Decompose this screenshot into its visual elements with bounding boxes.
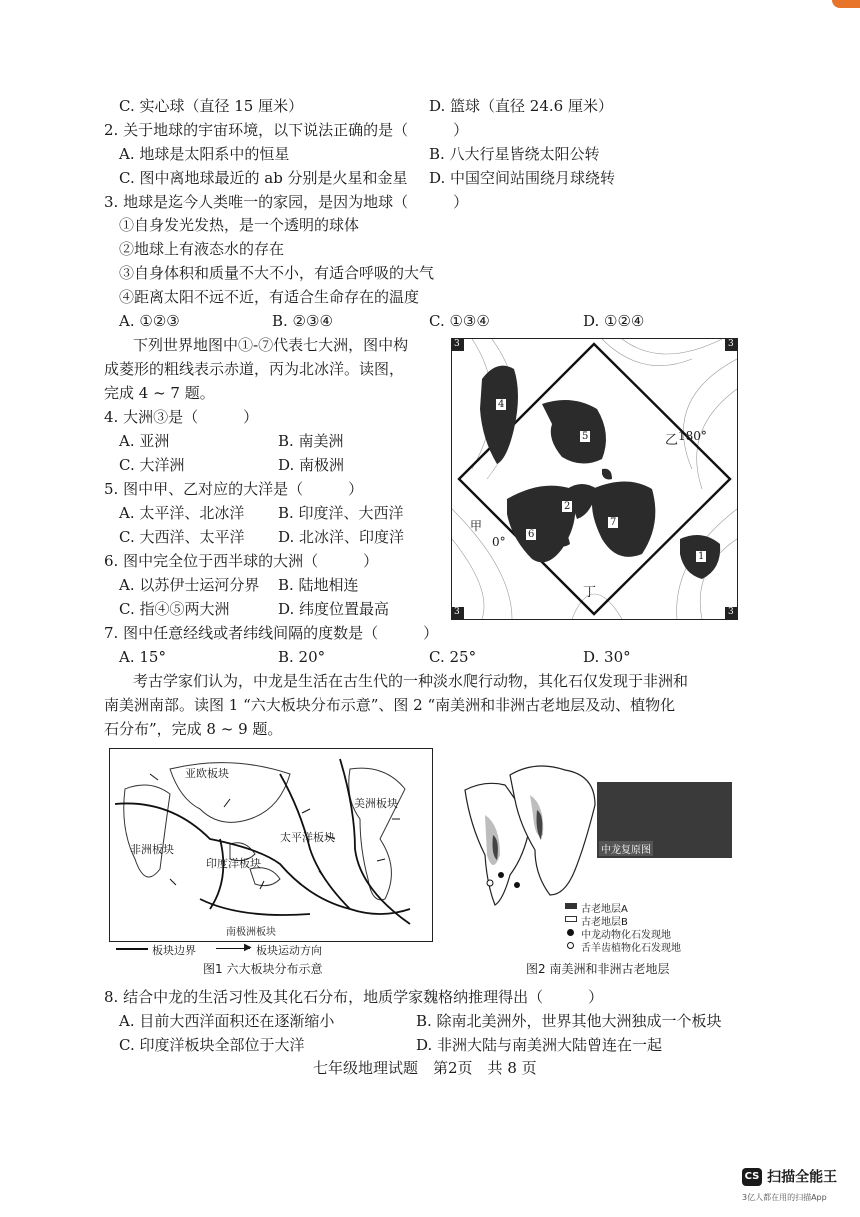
- q2-option-c: C. 图中离地球最近的 ab 分别是火星和金星: [119, 169, 408, 187]
- continent-6: [507, 486, 575, 563]
- q3-stem: 3. 地球是迄今人类唯一的家园，是因为地球（ ）: [104, 193, 469, 211]
- q1-option-d: D. 篮球（直径 24.6 厘米）: [429, 97, 613, 115]
- map-label-1: 1: [698, 551, 705, 562]
- continent-outlines: [124, 763, 405, 900]
- legend-glossopteris: 舌羊齿植物化石发现地: [581, 943, 681, 954]
- q5-stem: 5. 图中甲、乙对应的大洋是（ ）: [104, 480, 364, 498]
- figure1-plates-map: [109, 748, 433, 942]
- q2-option-a: A. 地球是太阳系中的恒星: [119, 145, 290, 163]
- q4-option-b: B. 南美洲: [278, 432, 344, 450]
- world-map-figure: [451, 338, 738, 620]
- q3-statement-3: ③自身体积和质量不大不小，有适合呼吸的大气: [119, 264, 435, 282]
- q4-option-d: D. 南极洲: [278, 456, 345, 474]
- corner-label-3-bl: 3: [454, 607, 460, 617]
- q7-stem: 7. 图中任意经线或者纬线间隔的度数是（ ）: [104, 624, 439, 642]
- map-label-7: 7: [610, 517, 617, 528]
- plate-label-pacific: 太平洋板块: [280, 831, 335, 844]
- map-label-4: 4: [498, 399, 505, 410]
- q6-option-b: B. 陆地相连: [278, 576, 359, 594]
- plate-label-american: 美洲板块: [354, 797, 398, 810]
- q3-statement-1: ①自身发光发热，是一个透明的球体: [119, 216, 360, 234]
- scanner-brand: 扫描全能王: [767, 1169, 838, 1186]
- corner-label-3-br: 3: [728, 607, 734, 617]
- mesosaurus-photo: [597, 782, 732, 858]
- q6-option-c: C. 指④⑤两大洲: [119, 600, 230, 618]
- map-label-ding: 丁: [583, 585, 597, 600]
- figure2-caption: 图2 南美洲和非洲古老地层: [526, 962, 670, 976]
- intro-4-7-line3: 完成 4 ~ 7 题。: [104, 384, 215, 402]
- q5-option-a: A. 太平洋、北冰洋: [119, 504, 245, 522]
- page-corner-tab: [832, 0, 860, 8]
- figure2-continents: [455, 755, 745, 955]
- glossopteris-site-1: [487, 880, 493, 886]
- map-label-2: 2: [564, 501, 571, 512]
- q8-option-a: A. 目前大西洋面积还在逐渐缩小: [119, 1012, 335, 1030]
- map-label-0-deg: 0°: [492, 535, 506, 549]
- legend-stratum-a-swatch: [565, 903, 577, 909]
- intro-8-9-line2: 南美洲南部。读图 1 “六大板块分布示意”、图 2 “南美洲和非洲古老地层及动、植物化: [104, 696, 676, 714]
- corner-label-3-tr: 3: [728, 339, 734, 349]
- q4-stem: 4. 大洲③是（ ）: [104, 408, 259, 426]
- continent-5: [542, 400, 606, 464]
- mesosaurus-photo-label: 中龙复原图: [599, 841, 653, 856]
- plate-label-antarctic: 南极洲板块: [226, 927, 276, 938]
- q8-stem: 8. 结合中龙的生活习性及其化石分布，地质学家魏格纳推理得出（ ）: [104, 988, 604, 1006]
- plate-label-indian: 印度洋板块: [206, 857, 261, 870]
- q2-option-d: D. 中国空间站围绕月球绕转: [429, 169, 616, 187]
- legend-stratum-b-swatch: [565, 916, 577, 922]
- mesosaurus-site-2: [514, 882, 520, 888]
- scanner-tagline: 3亿人都在用的扫描App: [742, 1193, 827, 1202]
- q1-option-c: C. 实心球（直径 15 厘米）: [119, 97, 304, 115]
- q4-option-a: A. 亚洲: [119, 432, 170, 450]
- world-map-svg: [452, 339, 737, 619]
- q6-option-a: A. 以苏伊士运河分界: [119, 576, 260, 594]
- q6-option-d: D. 纬度位置最高: [278, 600, 390, 618]
- legend-stratum-b: 古老地层B: [581, 917, 628, 928]
- map-label-6: 6: [528, 529, 535, 540]
- map-label-5: 5: [582, 431, 589, 442]
- q3-statement-2: ②地球上有液态水的存在: [119, 240, 285, 258]
- map-label-yi: 乙: [665, 433, 679, 448]
- corner-label-3-tl: 3: [454, 339, 460, 349]
- q7-option-a: A. 15°: [119, 648, 166, 666]
- q5-option-d: D. 北冰洋、印度洋: [278, 528, 405, 546]
- q7-option-b: B. 20°: [278, 648, 326, 666]
- scanner-logo: [742, 1166, 837, 1187]
- legend-mesosaurus-dot: [567, 929, 574, 936]
- continent-4: [480, 366, 518, 464]
- mesosaurus-site-1: [498, 872, 504, 878]
- figure1-legend: [116, 942, 376, 956]
- legend-boundary-line: [116, 948, 148, 950]
- q8-option-d: D. 非洲大陆与南美洲大陆曾连在一起: [416, 1036, 663, 1054]
- intro-8-9-line3: 石分布”，完成 8 ~ 9 题。: [104, 720, 283, 738]
- intro-8-9-line1: 考古学家们认为，中龙是生活在古生代的一种淡水爬行动物，其化石仅发现于非洲和: [133, 672, 689, 690]
- q3-statement-4: ④距离太阳不远不近，有适合生命存在的温度: [119, 288, 420, 306]
- legend-boundary-label: 板块边界: [152, 944, 196, 957]
- map-label-180-deg: 180°: [678, 429, 707, 443]
- q8-option-c: C. 印度洋板块全部位于大洋: [119, 1036, 305, 1054]
- intro-4-7-line1: 下列世界地图中①-⑦代表七大洲，图中构: [133, 336, 409, 354]
- plate-label-eurasian: 亚欧板块: [185, 767, 229, 780]
- map-label-1-inner: 1: [574, 519, 581, 530]
- q6-stem: 6. 图中完全位于西半球的大洲（ ）: [104, 552, 379, 570]
- q2-stem: 2. 关于地球的宇宙环境，以下说法正确的是（ ）: [104, 121, 469, 139]
- q2-option-b: B. 八大行星皆绕太阳公转: [429, 145, 600, 163]
- map-label-jia: 甲: [470, 519, 483, 533]
- q5-option-b: B. 印度洋、大西洋: [278, 504, 404, 522]
- arrowhead-icon: ▶: [244, 942, 252, 953]
- figure2-legend: [565, 900, 735, 960]
- figure1-caption: 图1 六大板块分布示意: [203, 962, 323, 976]
- legend-motion-label: 板块运动方向: [256, 944, 322, 957]
- page-footer: 七年级地理试题 第2页 共 8 页: [313, 1059, 537, 1077]
- q3-option-a: A. ①②③: [119, 312, 180, 330]
- plate-label-african: 非洲板块: [130, 843, 174, 856]
- q7-option-c: C. 25°: [429, 648, 477, 666]
- q3-option-c: C. ①③④: [429, 312, 490, 330]
- q5-option-c: C. 大西洋、太平洋: [119, 528, 245, 546]
- q8-option-b: B. 除南北美洲外，世界其他大洲独成一个板块: [416, 1012, 722, 1030]
- legend-glossopteris-dot: [567, 942, 574, 949]
- q7-option-d: D. 30°: [583, 648, 631, 666]
- legend-mesosaurus: 中龙动物化石发现地: [581, 930, 671, 941]
- continent-7: [592, 482, 655, 557]
- q4-option-c: C. 大洋洲: [119, 456, 185, 474]
- q3-option-b: B. ②③④: [272, 312, 333, 330]
- continents: [480, 366, 720, 579]
- legend-stratum-a: 古老地层A: [581, 904, 628, 915]
- intro-4-7-line2: 成菱形的粗线表示赤道，丙为北冰洋。读图，: [104, 360, 405, 378]
- cs-badge-icon: CS: [742, 1168, 762, 1186]
- q3-option-d: D. ①②④: [583, 312, 645, 330]
